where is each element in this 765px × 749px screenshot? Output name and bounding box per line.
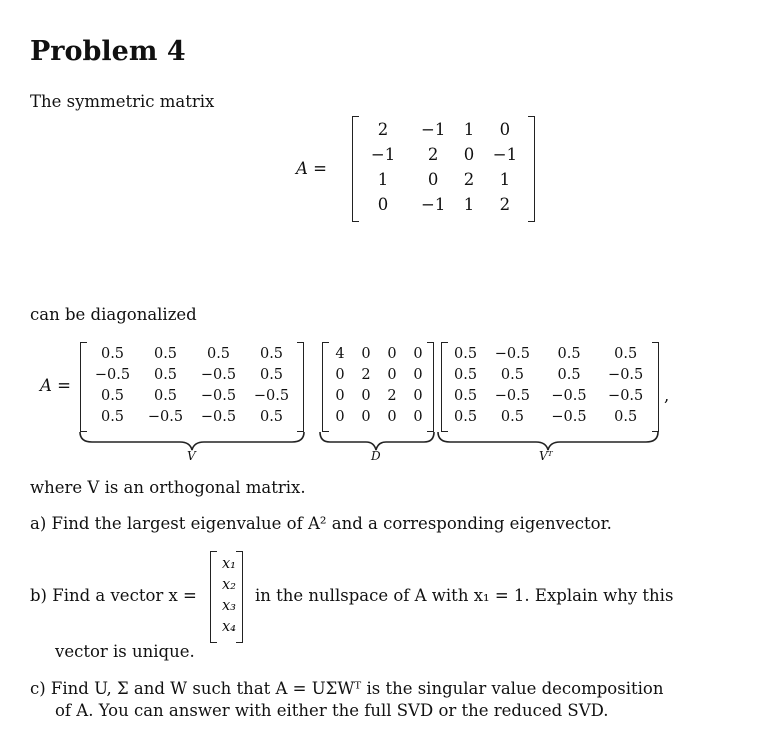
matrix_VT-cell: 0.5 bbox=[557, 345, 581, 362]
matrix_A-cell: −1 bbox=[370, 145, 396, 164]
matrix_D-cell: 4 bbox=[335, 345, 345, 362]
part-b-prefix: b) Find a vector x = bbox=[30, 586, 197, 605]
matrix_D-cell: 0 bbox=[413, 366, 423, 383]
matrix_D-cell: 0 bbox=[361, 345, 371, 362]
matrix_A-cell: 1 bbox=[463, 195, 475, 214]
matrix_V-cell: 0.5 bbox=[100, 408, 125, 425]
matrix_A-cell: −1 bbox=[421, 195, 446, 214]
part-b-suffix: in the nullspace of A with x₁ = 1. Explain why this bbox=[255, 586, 674, 605]
matrix_V-cell: 0.5 bbox=[259, 345, 284, 362]
intro-text: The symmetric matrix bbox=[30, 92, 215, 111]
matrix_VT-cell: −0.5 bbox=[551, 387, 587, 404]
orthogonal-text: where V is an orthogonal matrix. bbox=[30, 478, 306, 497]
matrix_V-cell: 0.5 bbox=[153, 387, 178, 404]
part-c-line1: c) Find U, Σ and W such that A = UΣWᵀ is the singular value decomposition bbox=[30, 679, 664, 698]
matrix-a-label: A = bbox=[296, 159, 327, 178]
matrix_D-cell: 0 bbox=[387, 408, 397, 425]
matrix_V-cell: −0.5 bbox=[147, 408, 184, 425]
matrix_V-cell: −0.5 bbox=[200, 408, 237, 425]
matrix_V-cell: 0.5 bbox=[206, 345, 231, 362]
matrix_VT-cell: 0.5 bbox=[454, 345, 478, 362]
matrix_A-cell: −1 bbox=[492, 145, 518, 164]
matrix_A-cell: 1 bbox=[499, 170, 511, 189]
matrix_D-cell: 0 bbox=[361, 387, 371, 404]
matrix_D-cell: 2 bbox=[361, 366, 371, 383]
matrix_V-cell: 0.5 bbox=[100, 345, 125, 362]
underbrace-vt bbox=[438, 432, 658, 450]
x_vector-entry: x₁ bbox=[222, 555, 236, 572]
decomp-label: A = bbox=[40, 376, 71, 395]
matrix_VT-cell: −0.5 bbox=[494, 345, 530, 362]
matrix_A-cell: 0 bbox=[499, 120, 511, 139]
matrix_D-cell: 0 bbox=[387, 366, 397, 383]
matrix_VT-cell: 0.5 bbox=[454, 387, 478, 404]
part-c-line2: of A. You can answer with either the full SVD or the reduced SVD. bbox=[55, 701, 609, 720]
matrix_A-cell: 1 bbox=[377, 170, 389, 189]
underbrace-v bbox=[80, 432, 304, 450]
underbrace-d bbox=[320, 432, 434, 450]
matrix_V-cell: −0.5 bbox=[200, 387, 237, 404]
matrix_V-cell: −0.5 bbox=[94, 366, 131, 383]
x_vector-entry: x₄ bbox=[222, 618, 236, 635]
matrix_VT-cell: 0.5 bbox=[614, 345, 638, 362]
matrix_A-cell: −1 bbox=[421, 120, 446, 139]
matrix_V-cell: 0.5 bbox=[153, 366, 178, 383]
matrix_D-cell: 0 bbox=[361, 408, 371, 425]
matrix_VT-cell: 0.5 bbox=[454, 408, 478, 425]
matrix_V-cell: −0.5 bbox=[253, 387, 290, 404]
matrix_A-cell: 2 bbox=[499, 195, 511, 214]
matrix_V-cell: 0.5 bbox=[153, 345, 178, 362]
matrix_D-cell: 0 bbox=[387, 345, 397, 362]
matrix_D-cell: 2 bbox=[387, 387, 397, 404]
matrix_D-cell: 0 bbox=[335, 366, 345, 383]
matrix_VT-cell: −0.5 bbox=[494, 387, 530, 404]
matrix_VT-cell: 0.5 bbox=[557, 366, 581, 383]
matrix_VT-cell: −0.5 bbox=[608, 387, 644, 404]
x_vector-entry: x₃ bbox=[222, 597, 236, 614]
matrix_VT-cell: 0.5 bbox=[454, 366, 478, 383]
matrix_A-cell: 0 bbox=[377, 195, 389, 214]
x-vector-right-bracket bbox=[236, 551, 243, 643]
matrix_VT-cell: 0.5 bbox=[500, 366, 524, 383]
matrix_D-cell: 0 bbox=[335, 387, 345, 404]
matrix_VT-cell: 0.5 bbox=[614, 408, 638, 425]
problem-title: Problem 4 bbox=[30, 36, 186, 67]
matrix_V-cell: 0.5 bbox=[259, 408, 284, 425]
brace-label-d: D bbox=[371, 449, 381, 463]
matrix_A-cell: 2 bbox=[427, 145, 439, 164]
matrix_A-cell: 0 bbox=[427, 170, 439, 189]
matrix_A-cell: 2 bbox=[377, 120, 389, 139]
brace-label-v: V bbox=[187, 449, 196, 463]
brace-label-vt: Vᵀ bbox=[539, 449, 553, 463]
matrix_VT-cell: 0.5 bbox=[500, 408, 524, 425]
matrix_A-cell: 0 bbox=[463, 145, 475, 164]
matrix_A-cell: 1 bbox=[463, 120, 475, 139]
matrix_D-cell: 0 bbox=[335, 408, 345, 425]
part-b-continuation: vector is unique. bbox=[55, 642, 195, 661]
matrix_A-cell: 2 bbox=[463, 170, 475, 189]
matrix_D-cell: 0 bbox=[413, 345, 423, 362]
x_vector-entry: x₂ bbox=[222, 576, 236, 593]
matrix_D-cell: 0 bbox=[413, 387, 423, 404]
matrix_VT-cell: −0.5 bbox=[551, 408, 587, 425]
matrix_V-cell: 0.5 bbox=[259, 366, 284, 383]
matrix_V-cell: 0.5 bbox=[100, 387, 125, 404]
matrix_V-cell: −0.5 bbox=[200, 366, 237, 383]
part-a-text: a) Find the largest eigenvalue of A² and a corresponding eigenvector. bbox=[30, 514, 612, 533]
trailing-comma: , bbox=[664, 386, 670, 405]
diagonalized-text: can be diagonalized bbox=[30, 305, 197, 324]
matrix_D-cell: 0 bbox=[413, 408, 423, 425]
matrix_VT-cell: −0.5 bbox=[608, 366, 644, 383]
